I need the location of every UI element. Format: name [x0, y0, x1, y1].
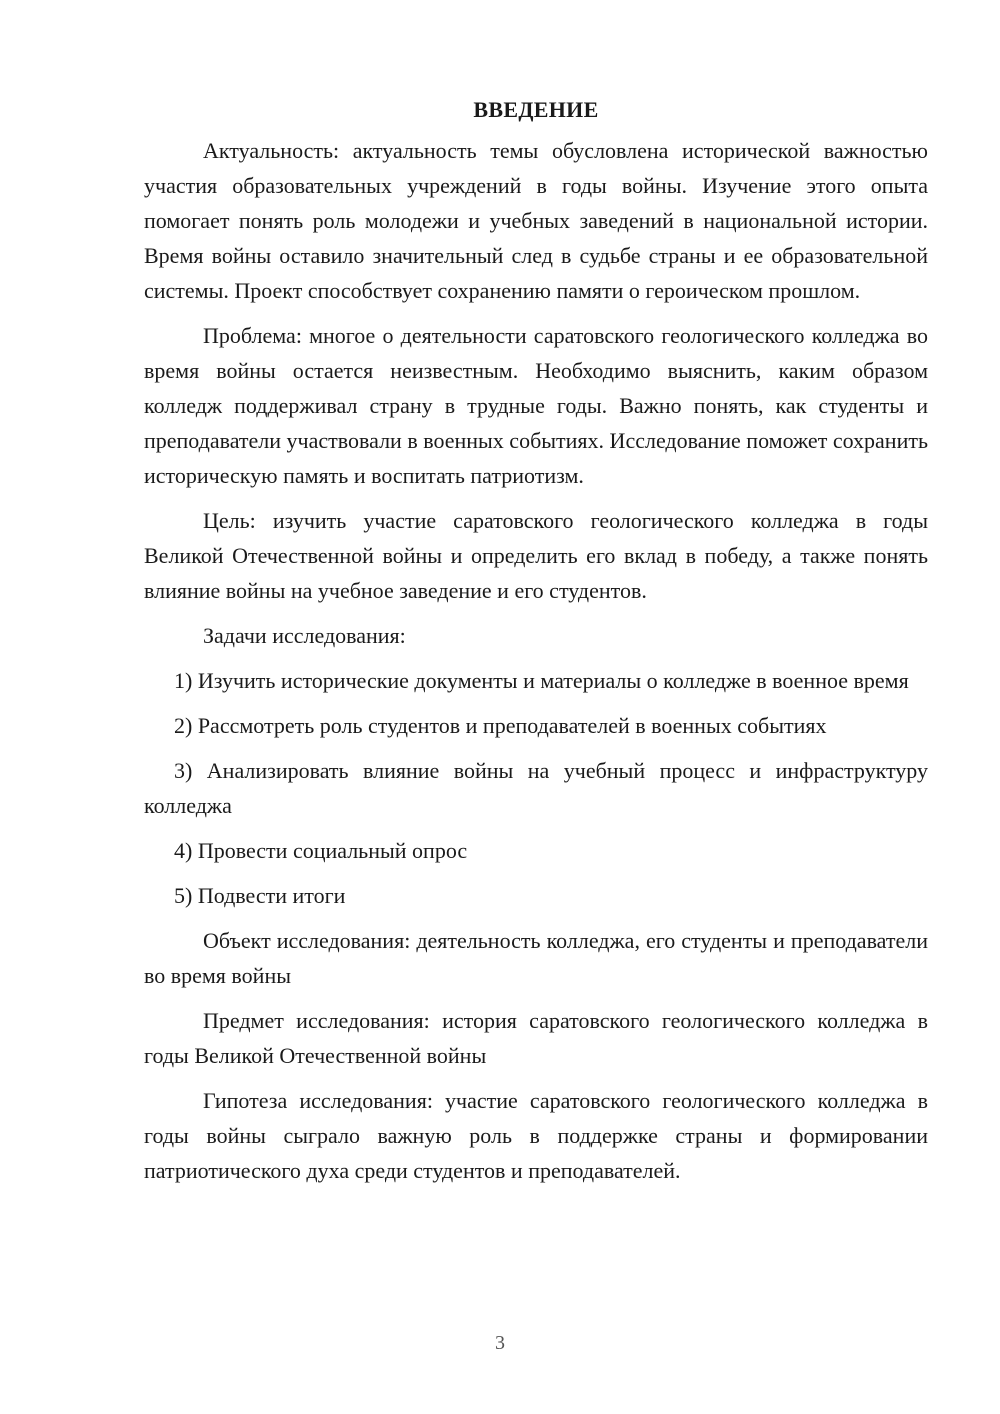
task-item-4: 4) Провести социальный опрос [174, 838, 468, 863]
section-heading: ВВЕДЕНИЕ [473, 97, 599, 122]
paragraph-goal: Цель: изучить участие саратовского геологического колледжа в годы Великой Отечественной войны и определить его вклад в победу, а также понять влияние войны на учебное заведение и его студентов. [144, 508, 928, 603]
paragraph-tasks-title: Задачи исследования: [203, 623, 406, 648]
paragraph-problem: Проблема: многое о деятельности саратовского геологического колледжа во время войны остается неизвестным. Необходимо выяснить, каким образом колледж поддерживал страну в трудные годы. Важно понять, как студенты и преподаватели участвовали в военных событиях. Исследование поможет сохранить историческую память и воспитать патриотизм. [144, 323, 928, 488]
task-item-2: 2) Рассмотреть роль студентов и преподавателей в военных событиях [174, 713, 827, 738]
task-item-5: 5) Подвести итоги [174, 883, 346, 908]
paragraph-subject: Предмет исследования: история саратовского геологического колледжа в годы Великой Отечественной войны [144, 1008, 928, 1068]
paragraph-relevance: Актуальность: актуальность темы обусловлена исторической важностью участия образовательных учреждений в годы войны. Изучение этого опыта помогает понять роль молодежи и учебных заведений в национальной истории. Время войны оставило значительный след в судьбе страны и ее образовательной системы. Проект способствует сохранению памяти о героическом прошлом. [144, 138, 928, 303]
paragraph-hypothesis: Гипотеза исследования: участие саратовского геологического колледжа в годы войны сыграло важную роль в поддержке страны и формировании патриотического духа среди студентов и преподавателей. [144, 1088, 928, 1183]
document-page [144, 92, 928, 1198]
task-item-1: 1) Изучить исторические документы и материалы о колледже в военное время [174, 668, 909, 693]
page-number: 3 [495, 1332, 505, 1354]
task-item-3: 3) Анализировать влияние войны на учебный процесс и инфраструктуру колледжа [144, 758, 928, 818]
paragraph-object: Объект исследования: деятельность колледжа, его студенты и преподаватели во время войны [144, 928, 928, 988]
